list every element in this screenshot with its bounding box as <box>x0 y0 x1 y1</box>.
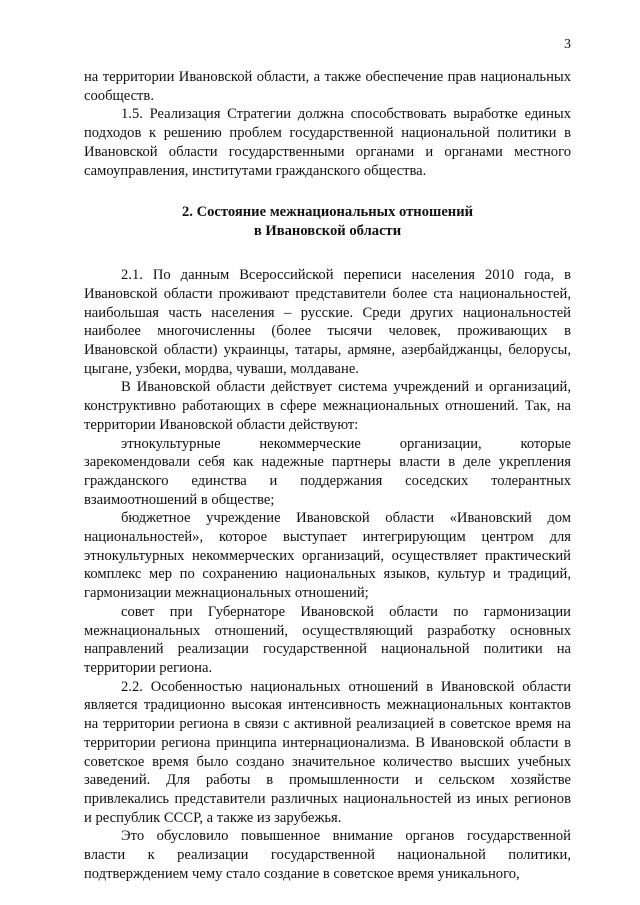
paragraph-ngo: этнокультурные некоммерческие организации, которые зарекомендовали себя как надежные партнеры власти в деле укрепления гражданского единства и поддержания соседских толерантных взаимоотношений в обществе; <box>84 435 571 508</box>
paragraph-state-attention: Это обусловило повышенное внимание органов государственной власти к реализации государственной национальной политики, подтверждением чему стало создание в советское время уникального, <box>84 828 571 882</box>
paragraph-1-5: 1.5. Реализация Стратегии должна способствовать выработке единых подходов к решению проблем государственной национальной политики в Ивановской области государственными органами и органами местного самоуправления, институтами гражданского общества. <box>84 106 571 179</box>
paragraph-2-1: 2.1. По данным Всероссийской переписи населения 2010 года, в Ивановской области проживают представители более ста национальностей, наибольшая часть населения – русские. Среди других национальностей наиболее многочисленны (более тысячи человек, проживающих в Ивановской области) украинцы, татары, армяне, азербайджанцы, белорусы, цыгане, узбеки, мордва, чуваши, молдаване. <box>84 267 571 377</box>
paragraph-institutions-intro: В Ивановской области действует система учреждений и организаций, конструктивно работающих в сфере межнациональных отношений. Так, на территории Ивановской области действуют: <box>84 379 571 433</box>
paragraph-continuation: на территории Ивановской области, а также обеспечение прав национальных сообществ. <box>84 69 571 104</box>
page-number: 3 <box>564 37 571 52</box>
section-heading-line-1: 2. Состояние межнациональных отношений <box>181 204 474 221</box>
section-heading <box>84 203 571 240</box>
document-body <box>84 68 571 883</box>
paragraph-governor-council: совет при Губернаторе Ивановской области по гармонизации межнациональных отношений, осуществляющий разработку основных направлений реализации государственной национальной политики на территории региона. <box>84 603 571 676</box>
paragraph-house-of-nationalities: бюджетное учреждение Ивановской области «Ивановский дом национальностей», которое выступает интегрирующим центром для этнокультурных некоммерческих организаций, осуществляет практический комплекс мер по сохранению национальных языков, культур и традиций, гармонизации межнациональных отношений; <box>84 510 571 602</box>
section-heading-line-2: в Ивановской области <box>253 222 402 239</box>
paragraph-2-2: 2.2. Особенностью национальных отношений в Ивановской области является традиционно высокая интенсивность межнациональных контактов на территории региона в связи с активной реализацией в советское время на территории региона принципа интернационализма. В Ивановской области в советское время было создано значительное количество высших учебных заведений. Для работы в промышленности и сельском хозяйстве привлекались представители различных национальностей из иных регионов и республик СССР, а также из зарубежья. <box>84 678 571 826</box>
